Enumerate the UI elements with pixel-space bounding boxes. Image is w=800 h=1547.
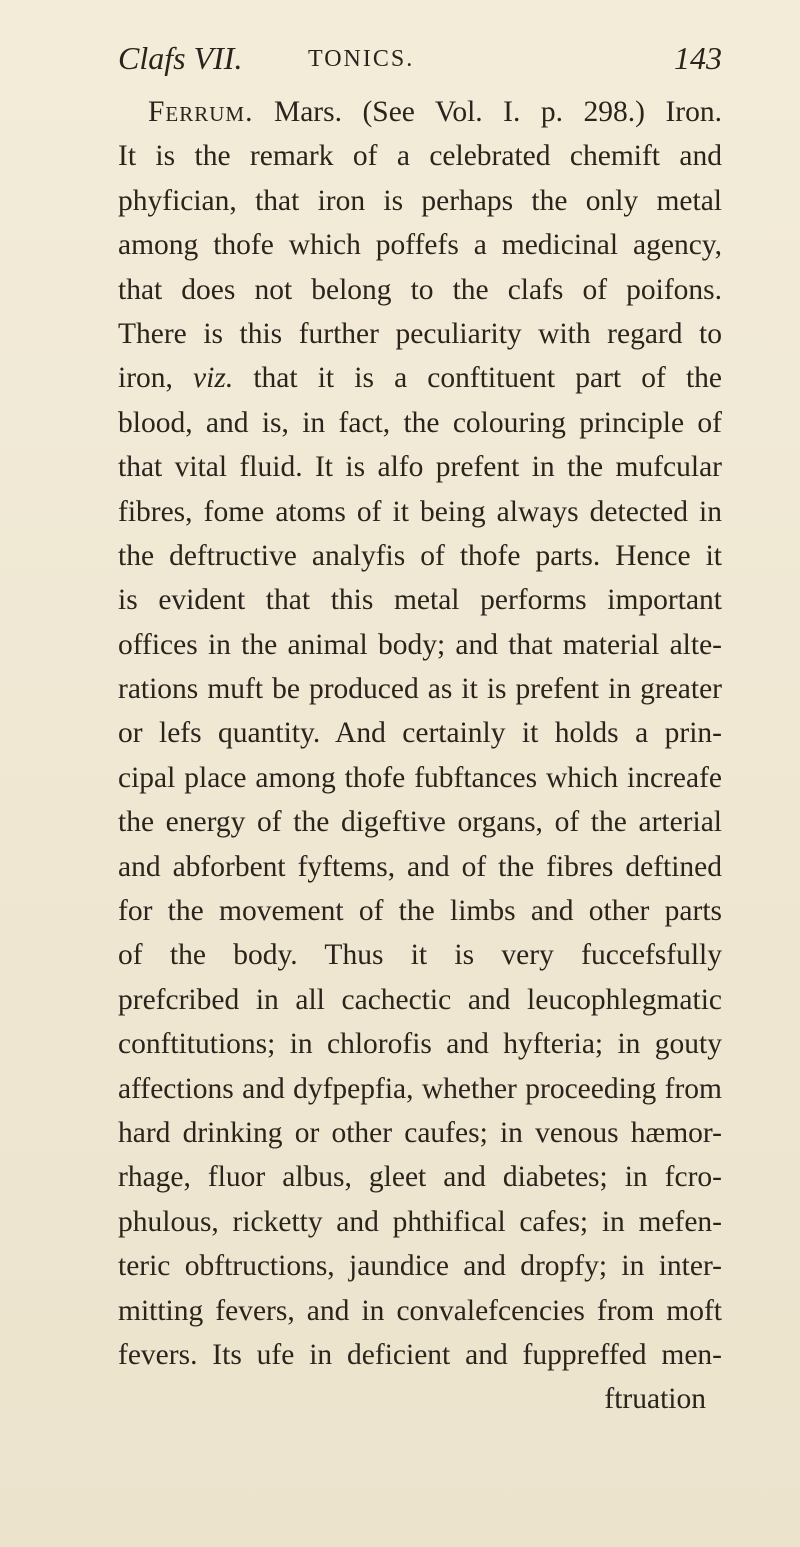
text-line-21: prefcribed in all cachectic and leucophlegmatic [118, 983, 722, 1016]
text-line-28: mitting fevers, and in convalefcencies from moft [118, 1294, 722, 1327]
text-line-6: There is this further peculiarity with regard to [118, 317, 722, 350]
text-line-25: rhage, fluor albus, gleet and diabetes; in fcro- [118, 1161, 722, 1194]
text-line-18: and abforbent fyftems, and of the fibres deftined [118, 850, 722, 883]
text-line-8: blood, and is, in fact, the colouring principle of [118, 406, 722, 439]
text-line-19: for the movement of the limbs and other parts [118, 895, 722, 928]
text-line-27: teric obftructions, jaundice and dropfy; in inter- [118, 1250, 722, 1283]
section-title: TONICS. [308, 46, 415, 72]
text-line-7 [118, 356, 722, 400]
text-line-29: fevers. Its ufe in deficient and fuppreffed men- [118, 1338, 722, 1371]
text-line-2: It is the remark of a celebrated chemift and [118, 140, 722, 173]
text-line-11: the deftructive analyfis of thofe parts. Hence it [118, 539, 722, 572]
viz-after: that it is a conftituent part of the [233, 362, 722, 395]
text-line-9: that vital fluid. It is alfo prefent in the mufcular [118, 451, 722, 484]
text-line-17: the energy of the digeftive organs, of the arterial [118, 806, 722, 839]
viz-italic: viz. [193, 362, 234, 395]
class-label: Clafs VII. [118, 40, 243, 76]
text-line-15: or lefs quantity. And certainly it holds a prin- [118, 717, 722, 750]
text-line-4: among thofe which poffefs a medicinal agency, [118, 229, 722, 262]
text-line-22: conftitutions; in chlorofis and hyfteria; in gouty [118, 1028, 722, 1061]
text-line-20: of the body. Thus it is very fuccefsfully [118, 939, 722, 972]
text-line-14: rations muft be produced as it is prefent in greater [118, 673, 722, 706]
text-line-1 [118, 90, 722, 134]
text-line-24: hard drinking or other caufes; in venous hæmor- [118, 1116, 722, 1149]
entry-heading-rest: Mars. (See Vol. I. p. 298.) Iron. [253, 96, 722, 128]
text-line-3: phyfician, that iron is perhaps the only metal [118, 184, 722, 217]
running-header [118, 40, 722, 90]
body-text [118, 90, 722, 1422]
viz-before: iron, [118, 362, 194, 395]
text-line-5: that does not belong to the clafs of poifons. [118, 273, 722, 306]
text-line-10: fibres, fome atoms of it being always detected in [118, 495, 722, 528]
text-line-16: cipal place among thofe fubftances which increafe [118, 761, 722, 794]
catchword: ftruation [604, 1383, 706, 1416]
entry-heading: Ferrum. [148, 96, 254, 128]
text-line-26: phulous, ricketty and phthifical cafes; in mefen- [118, 1205, 722, 1238]
text-line-12: is evident that this metal performs important [118, 584, 722, 617]
text-line-23: affections and dyfpepfia, whether proceeding from [118, 1072, 722, 1105]
page-number: 143 [674, 40, 722, 76]
text-line-13: offices in the animal body; and that material alte- [118, 628, 722, 661]
